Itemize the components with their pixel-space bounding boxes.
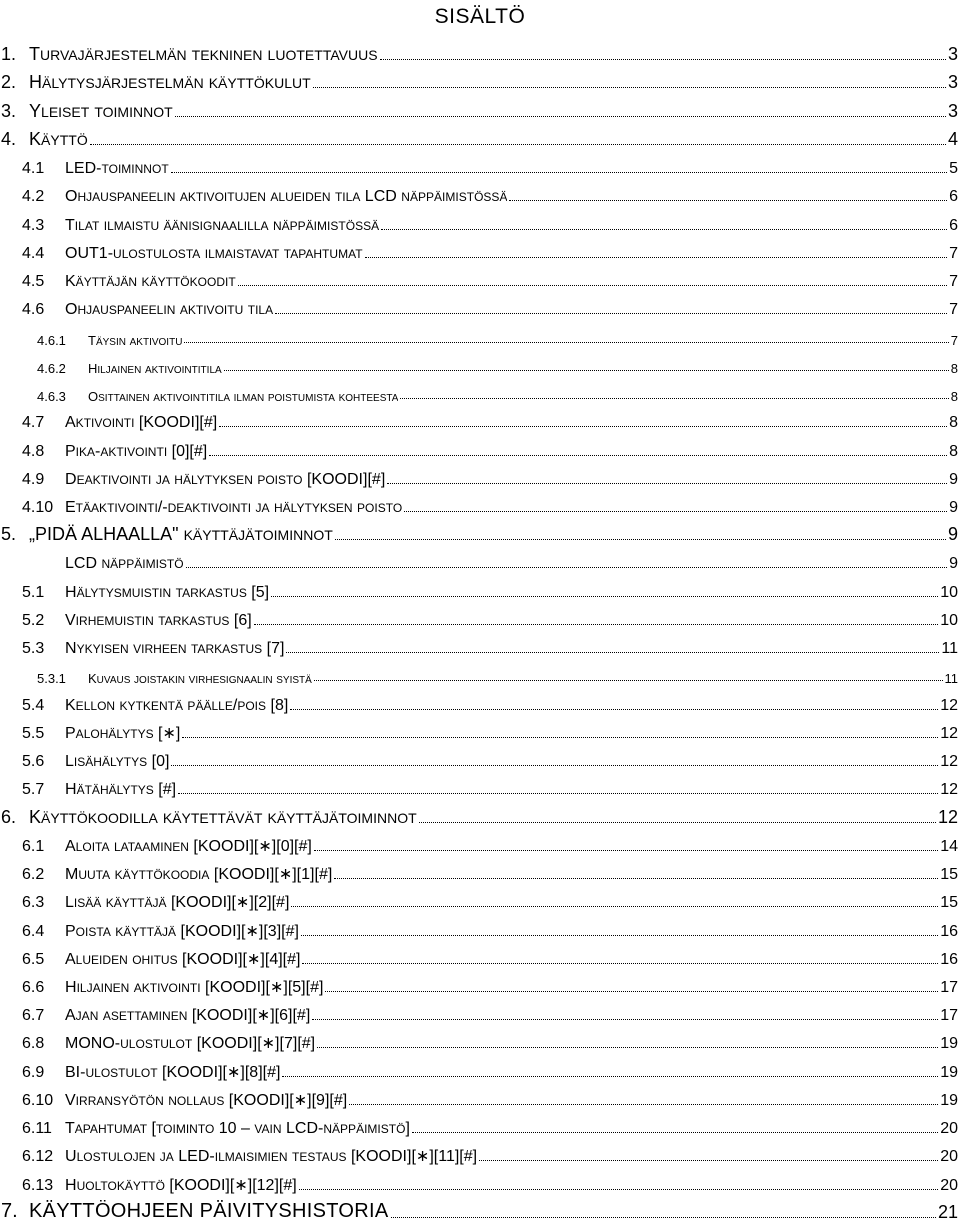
toc-page-number: 10	[940, 611, 958, 629]
toc-entry-text: POISTA KÄYTTÄJÄ [KOODI][∗][3][#]	[65, 922, 299, 940]
toc-page-number: 9	[947, 524, 958, 545]
toc-title: SISÄLTÖ	[434, 5, 526, 28]
toc-entry-number: 5.2	[22, 611, 45, 629]
toc-entry-label	[22, 640, 284, 658]
toc-leader-dots	[479, 1160, 938, 1161]
toc-entry-label	[22, 921, 299, 941]
toc-page-number: 7	[949, 301, 958, 319]
toc-entry-text: OUT1-ULOSTULOSTA ILMAISTAVAT TAPAHTUMAT	[65, 244, 363, 262]
toc-entry[interactable]	[0, 263, 960, 291]
toc-entry[interactable]	[0, 461, 960, 489]
toc-entry-text: „PIDÄ ALHAALLA" KÄYTTÄJÄTOIMINNOT	[29, 524, 333, 545]
toc-entry-label	[22, 1120, 410, 1138]
toc-page-number: 7	[949, 244, 958, 262]
toc-entry[interactable]	[0, 573, 960, 601]
toc-entry-number: 5.6	[22, 753, 45, 771]
toc-leader-dots	[219, 426, 947, 427]
toc-entry-label	[22, 555, 184, 573]
toc-entry-label	[22, 471, 385, 489]
toc-page-number: 20	[940, 1120, 958, 1138]
toc-entry-label	[22, 217, 379, 235]
toc-entry-label	[37, 361, 222, 376]
toc-entry-number: 6.9	[22, 1063, 45, 1081]
toc-page-number: 16	[940, 950, 958, 968]
toc-entry-label	[1, 101, 173, 122]
toc-leader-dots	[391, 1217, 936, 1218]
toc-leader-dots	[186, 567, 947, 568]
toc-page-number: 11	[941, 640, 958, 658]
toc-entry[interactable]	[0, 489, 960, 517]
toc-page-number: 3	[947, 100, 958, 121]
toc-leader-dots	[90, 144, 946, 145]
toc-entry-text: HÄTÄHÄLYTYS [#]	[65, 781, 177, 799]
toc-entry-label	[1, 524, 333, 545]
toc-entry[interactable]	[0, 1025, 960, 1053]
toc-entry[interactable]	[0, 1082, 960, 1110]
toc-page-number: 19	[940, 1035, 958, 1053]
toc-leader-dots	[380, 59, 946, 60]
toc-page-number: 21	[937, 1201, 958, 1222]
toc-entry-text: LED-TOIMINNOT	[65, 160, 169, 178]
toc-entry[interactable]	[0, 319, 960, 347]
toc-page-number: 7	[949, 273, 958, 291]
toc-entry-number: 5.3	[22, 640, 45, 658]
toc-leader-dots	[182, 737, 938, 738]
toc-page-number: 12	[940, 696, 958, 714]
toc-entry[interactable]	[0, 93, 960, 121]
toc-entry[interactable]	[0, 545, 960, 573]
toc-leader-dots	[271, 596, 938, 597]
toc-entry-text: TILAT ILMAISTU ÄÄNISIGNAALILLA NÄPPÄIMISTÖSSÄ	[65, 216, 380, 234]
toc-entry-label	[22, 723, 180, 743]
toc-entry-number: 6.5	[22, 950, 45, 968]
toc-entry-text: ALOITA LATAAMINEN [KOODI][∗][0][#]	[65, 837, 312, 855]
toc-entry-label	[22, 499, 402, 517]
toc-entry-number: 5.4	[22, 696, 45, 714]
toc-entry-text: TÄYSIN AKTIVOITU	[88, 332, 183, 348]
toc-entry-number: 4.8	[22, 442, 45, 460]
toc-leader-dots	[349, 1104, 938, 1105]
toc-entry-text: AKTIVOINTI [KOODI][#]	[65, 414, 218, 432]
toc-page-number: 17	[940, 978, 958, 996]
toc-entry-label	[22, 977, 323, 997]
toc-entry-text: KELLON KYTKENTÄ PÄÄLLE/POIS [8]	[65, 696, 289, 714]
toc-page-number: 8	[949, 414, 958, 432]
toc-leader-dots	[400, 398, 948, 399]
toc-entry-text: TAPAHTUMAT [TOIMINTO 10 – VAIN LCD-NÄPPÄIMISTÖ]	[65, 1120, 410, 1138]
toc-leader-dots	[238, 285, 947, 286]
toc-leader-dots	[224, 370, 949, 371]
toc-leader-dots	[317, 1047, 938, 1048]
toc-entry-text: LCD NÄPPÄIMISTÖ	[65, 555, 184, 573]
toc-entry[interactable]	[0, 1195, 960, 1223]
toc-leader-dots	[171, 765, 938, 766]
toc-entry-text: TURVAJÄRJESTELMÄN TEKNINEN LUOTETTAVUUS	[29, 44, 378, 65]
toc-entry-number: 5.7	[22, 781, 45, 799]
toc-entry-label	[22, 414, 217, 432]
toc-entry-text: NYKYISEN VIRHEEN TARKASTUS [7]	[65, 640, 285, 658]
toc-page-number: 20	[940, 1148, 958, 1166]
toc-entry-text: KÄYTTÖKOODILLA KÄYTETTÄVÄT KÄYTTÄJÄTOIMINNOT	[29, 806, 417, 827]
toc-entry-label	[22, 697, 288, 715]
toc-entry-label	[22, 1062, 280, 1082]
toc-page-number: 14	[940, 837, 958, 855]
toc-leader-dots	[275, 313, 947, 314]
toc-entry-text: HUOLTOKÄYTTÖ [KOODI][∗][12][#]	[65, 1176, 297, 1194]
toc-entry-number: 6.11	[22, 1120, 52, 1138]
toc-entry-number: 1.	[1, 44, 17, 65]
toc-entry[interactable]	[0, 178, 960, 206]
toc-entry-label	[22, 753, 169, 771]
toc-leader-dots	[290, 709, 938, 710]
toc-leader-dots	[335, 539, 946, 540]
toc-leader-dots	[178, 793, 938, 794]
toc-entry-number: 4.6.3	[37, 389, 66, 405]
toc-entry-label	[22, 273, 236, 291]
toc-entry-label	[22, 301, 273, 319]
toc-entry-number: 6.8	[22, 1035, 45, 1053]
toc-entry-number: 4.6	[22, 301, 45, 319]
toc-entry-number: 5.	[1, 524, 17, 545]
toc-entry-text: KÄYTTÄJÄN KÄYTTÖKOODIT	[65, 273, 236, 291]
toc-entry[interactable]	[0, 997, 960, 1025]
toc-entry[interactable]	[0, 517, 960, 545]
toc-entry-number: 6.12	[22, 1148, 54, 1166]
toc-entry-number: 4.9	[22, 470, 45, 488]
toc-entry-label	[22, 781, 176, 799]
toc-entry[interactable]	[0, 1166, 960, 1194]
toc-entry-number: 4.3	[22, 216, 45, 234]
toc-entry-text: VIRHEMUISTIN TARKASTUS [6]	[65, 611, 252, 629]
toc-entry-number: 4.2	[22, 188, 45, 206]
toc-entry-label	[22, 864, 332, 884]
table-of-contents	[0, 37, 960, 1223]
toc-entry-number: 4.	[1, 128, 17, 149]
toc-entry-text: BI-ULOSTULOT [KOODI][∗][8][#]	[65, 1063, 281, 1081]
toc-page-number: 8	[950, 360, 958, 376]
toc-entry-number: 6.10	[22, 1091, 54, 1109]
toc-page-number: 15	[940, 894, 958, 912]
toc-page-number: 10	[940, 583, 958, 601]
toc-leader-dots	[286, 652, 939, 653]
toc-page-number: 15	[940, 866, 958, 884]
toc-entry-number: 6.2	[22, 866, 45, 884]
toc-entry-label	[22, 949, 300, 969]
toc-entry-text: LISÄHÄLYTYS [0]	[65, 753, 170, 771]
toc-page-number: 11	[944, 671, 958, 687]
toc-entry-number: 4.6.2	[37, 360, 66, 376]
toc-entry-text: HÄLYTYSMUISTIN TARKASTUS [5]	[65, 583, 270, 601]
toc-entry-label	[22, 1090, 347, 1110]
toc-leader-dots	[171, 172, 947, 173]
toc-page-number: 19	[940, 1091, 958, 1109]
toc-leader-dots	[299, 1189, 938, 1190]
toc-entry[interactable]	[0, 206, 960, 234]
toc-entry-number: 4.7	[22, 414, 45, 432]
toc-entry-number: 6.1	[22, 837, 45, 855]
toc-page-number: 12	[937, 806, 958, 827]
toc-entry-label	[22, 892, 289, 912]
toc-entry[interactable]	[0, 1053, 960, 1081]
toc-entry[interactable]	[0, 771, 960, 799]
toc-entry-number: 7.	[1, 1199, 18, 1222]
toc-leader-dots	[291, 906, 938, 907]
toc-leader-dots	[314, 680, 943, 681]
toc-entry-label	[22, 188, 507, 206]
toc-leader-dots	[314, 850, 938, 851]
toc-page-number: 17	[940, 1007, 958, 1025]
toc-entry-number: 4.10	[22, 498, 54, 516]
toc-entry[interactable]	[0, 602, 960, 630]
toc-entry[interactable]	[0, 432, 960, 460]
toc-leader-dots	[209, 455, 947, 456]
toc-page-number: 8	[949, 442, 958, 460]
toc-entry-text: KÄYTTÖOHJEEN PÄIVITYSHISTORIA	[29, 1199, 389, 1222]
toc-entry-text: ULOSTULOJEN JA LED-ILMAISIMIEN TESTAUS [KOODI][∗][11][#]	[65, 1148, 478, 1166]
toc-entry[interactable]	[0, 376, 960, 404]
toc-page-number: 9	[949, 498, 958, 516]
toc-entry-text: AJAN ASETTAMINEN [KOODI][∗][6][#]	[65, 1007, 311, 1025]
toc-page-number: 20	[940, 1176, 958, 1194]
toc-page-number: 7	[950, 332, 958, 348]
toc-entry[interactable]	[0, 1138, 960, 1166]
toc-entry-text: MUUTA KÄYTTÖKOODIA [KOODI][∗][1][#]	[65, 866, 333, 884]
toc-entry-label	[1, 129, 88, 150]
toc-entry-number: 6.6	[22, 978, 45, 996]
toc-entry-label	[22, 1146, 477, 1166]
toc-entry-label	[1, 807, 417, 828]
toc-entry-label	[22, 1005, 310, 1025]
toc-page-number: 12	[940, 753, 958, 771]
toc-entry[interactable]	[0, 1110, 960, 1138]
toc-entry-text: OSITTAINEN AKTIVOINTITILA ILMAN POISTUMISTA KOHTEESTA	[88, 389, 399, 405]
toc-entry-label	[22, 443, 207, 461]
toc-page-number: 8	[950, 389, 958, 405]
toc-entry-label	[22, 1033, 315, 1053]
toc-entry-number: 6.7	[22, 1007, 45, 1025]
toc-entry-label	[22, 584, 269, 602]
toc-entry-text: KÄYTTÖ	[29, 128, 88, 149]
toc-entry-label	[1, 1200, 389, 1223]
toc-entry[interactable]	[0, 941, 960, 969]
toc-entry-label	[1, 72, 311, 93]
toc-page-number: 12	[940, 724, 958, 742]
toc-entry[interactable]	[0, 348, 960, 376]
toc-page-number: 6	[949, 188, 958, 206]
toc-entry[interactable]	[0, 291, 960, 319]
toc-entry[interactable]	[0, 828, 960, 856]
toc-page-number: 9	[949, 470, 958, 488]
toc-leader-dots	[325, 991, 938, 992]
toc-entry-label	[22, 612, 252, 630]
toc-leader-dots	[313, 87, 946, 88]
toc-leader-dots	[254, 624, 939, 625]
toc-entry-number: 2.	[1, 72, 17, 93]
toc-leader-dots	[175, 116, 946, 117]
toc-entry-number: 6.	[1, 806, 17, 827]
toc-entry-text: KUVAUS JOISTAKIN VIRHESIGNAALIN SYISTÄ	[88, 671, 312, 687]
toc-page-number: 3	[947, 44, 958, 65]
toc-leader-dots	[404, 511, 947, 512]
toc-leader-dots	[412, 1132, 938, 1133]
toc-entry[interactable]	[0, 969, 960, 997]
toc-entry-label	[22, 245, 363, 263]
toc-entry-text: ETÄAKTIVOINTI/-DEAKTIVOINTI JA HÄLYTYKSEN POISTO	[65, 498, 403, 516]
toc-entry-text: PIKA-AKTIVOINTI [0][#]	[65, 442, 208, 460]
toc-leader-dots	[509, 200, 947, 201]
toc-entry-text: HILJAINEN AKTIVOINTITILA	[88, 360, 222, 376]
toc-entry-number: 4.4	[22, 244, 45, 262]
toc-leader-dots	[387, 483, 947, 484]
toc-entry-text: ALUEIDEN OHITUS [KOODI][∗][4][#]	[65, 950, 301, 968]
toc-entry-text: HILJAINEN AKTIVOINTI [KOODI][∗][5][#]	[65, 978, 324, 996]
toc-page-number: 6	[949, 216, 958, 234]
toc-entry-number: 5.1	[22, 583, 45, 601]
toc-entry-text: OHJAUSPANEELIN AKTIVOITU TILA	[65, 301, 274, 319]
toc-page-number: 4	[947, 128, 958, 149]
toc-entry[interactable]	[0, 884, 960, 912]
toc-entry-number: 5.3.1	[37, 671, 66, 687]
toc-leader-dots	[282, 1076, 938, 1077]
toc-entry[interactable]	[0, 799, 960, 827]
toc-page-number: 9	[949, 555, 958, 573]
toc-leader-dots	[302, 963, 938, 964]
toc-entry-label	[22, 160, 169, 178]
toc-leader-dots	[312, 1019, 938, 1020]
toc-entry-text: VIRRANSYÖTÖN NOLLAUS [KOODI][∗][9][#]	[65, 1091, 348, 1109]
toc-entry[interactable]	[0, 235, 960, 263]
toc-entry[interactable]	[0, 65, 960, 93]
toc-entry-text: MONO-ULOSTULOT [KOODI][∗][7][#]	[65, 1035, 316, 1053]
toc-entry[interactable]	[0, 150, 960, 178]
toc-entry[interactable]	[0, 743, 960, 771]
toc-entry[interactable]	[0, 912, 960, 940]
toc-entry-number: 4.6.1	[37, 332, 66, 348]
toc-entry-label	[37, 333, 182, 348]
toc-entry-label	[22, 1175, 297, 1195]
toc-leader-dots	[365, 257, 948, 258]
toc-entry-number: 6.4	[22, 922, 45, 940]
toc-entry-number: 3.	[1, 100, 17, 121]
toc-entry-text: LISÄÄ KÄYTTÄJÄ [KOODI][∗][2][#]	[65, 894, 290, 912]
toc-entry-text: PALOHÄLYTYS [∗]	[65, 724, 181, 742]
toc-entry[interactable]	[0, 715, 960, 743]
toc-page-number: 19	[940, 1063, 958, 1081]
toc-leader-dots	[419, 822, 936, 823]
toc-entry-label	[37, 389, 398, 404]
toc-entry-label	[22, 836, 312, 856]
toc-entry[interactable]	[0, 122, 960, 150]
toc-entry-number: 4.1	[22, 160, 45, 178]
toc-leader-dots	[381, 229, 947, 230]
toc-entry-label	[1, 44, 378, 65]
toc-page-number: 3	[947, 72, 958, 93]
toc-page-number: 16	[940, 922, 958, 940]
toc-entry[interactable]	[0, 856, 960, 884]
toc-page-number: 12	[940, 781, 958, 799]
toc-entry[interactable]	[0, 630, 960, 658]
toc-entry-text: OHJAUSPANEELIN AKTIVOITUJEN ALUEIDEN TILA LCD NÄPPÄIMISTÖSSÄ	[65, 188, 508, 206]
toc-page-number: 5	[949, 160, 958, 178]
toc-entry[interactable]	[0, 37, 960, 65]
toc-leader-dots	[184, 342, 948, 343]
toc-leader-dots	[334, 878, 938, 879]
toc-entry-number: 4.5	[22, 273, 45, 291]
toc-entry[interactable]	[0, 404, 960, 432]
toc-entry-number: 6.13	[22, 1176, 54, 1194]
toc-entry-number: 5.5	[22, 724, 45, 742]
toc-entry-text: HÄLYTYSJÄRJESTELMÄN KÄYTTÖKULUT	[29, 72, 311, 93]
toc-entry-text: YLEISET TOIMINNOT	[29, 100, 173, 121]
toc-entry[interactable]	[0, 658, 960, 686]
toc-entry-label	[37, 671, 312, 686]
toc-entry-text: DEAKTIVOINTI JA HÄLYTYKSEN POISTO [KOODI][#]	[65, 470, 386, 488]
toc-leader-dots	[301, 935, 938, 936]
toc-entry[interactable]	[0, 686, 960, 714]
toc-entry-number: 6.3	[22, 894, 45, 912]
